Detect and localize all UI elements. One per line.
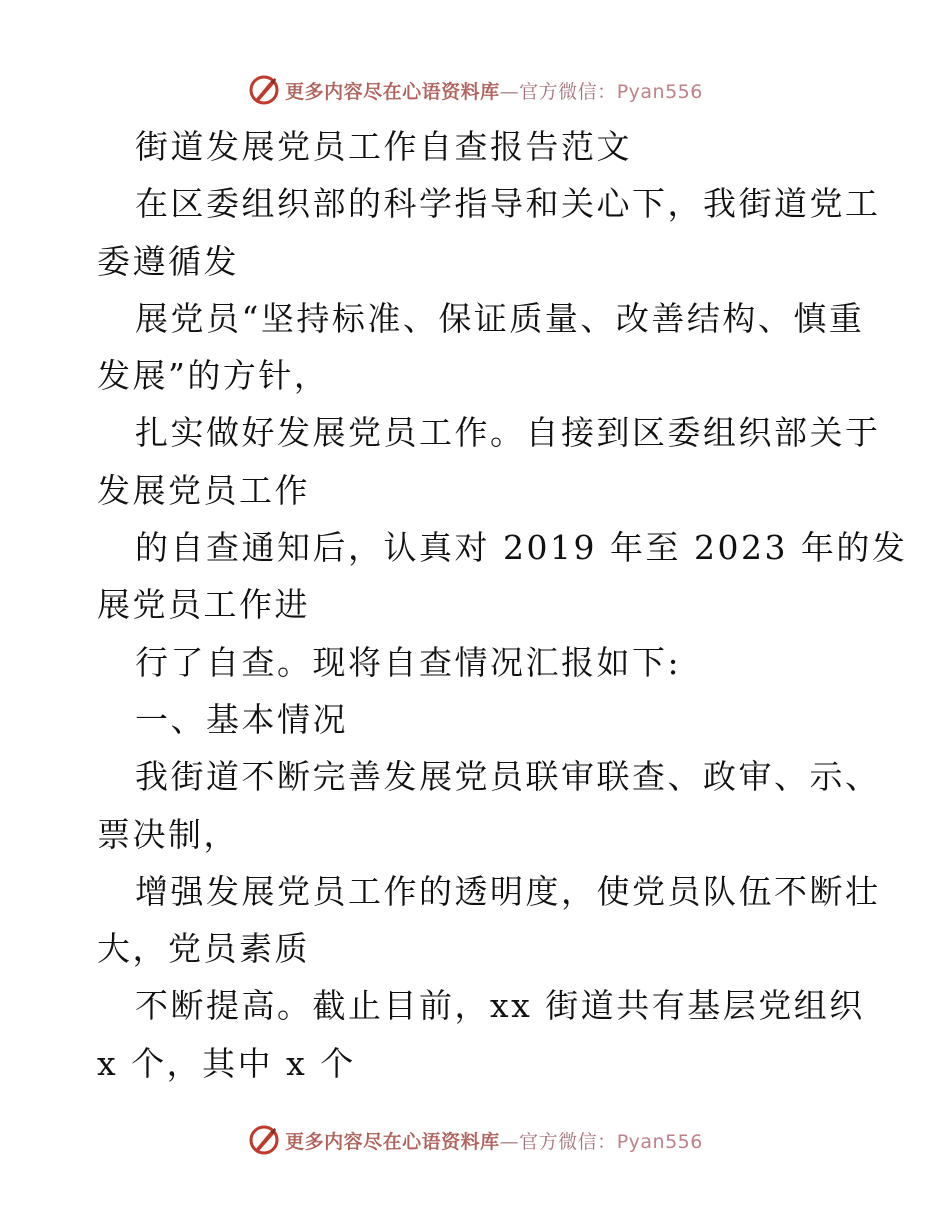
text-line: x 个，其中 x 个 [97,1043,356,1083]
document-title: 街道发展党员工作自查报告范文 [135,127,632,166]
text-line: 票决制， [97,814,239,854]
document-body [97,118,908,1092]
watermark-wechat-id: Pyan556 [616,1130,703,1153]
quill-pen-logo-icon [247,73,281,107]
text-line: 的自查通知后，认真对 2019 年至 2023 年的发 [135,528,908,568]
text-line: 在区委组织部的科学指导和关心下，我街道党工 [135,184,881,224]
watermark-separator: — [499,80,520,103]
footer-watermark-banner [0,1120,950,1160]
header-watermark-banner [0,70,950,110]
text-line: 展党员工作进 [97,585,310,625]
text-line: 行了自查。现将自查情况汇报如下: [135,642,682,682]
watermark-wechat-label: 官方微信： [519,80,617,103]
text-line: 扎实做好发展党员工作。自接到区委组织部关于 [135,413,881,453]
text-line: 不断提高。截止目前，xx 街道共有基层党组织 [135,986,865,1026]
quill-pen-logo-icon [247,1123,281,1157]
watermark-wechat-id: Pyan556 [616,80,703,103]
text-line: 委遵循发 [97,241,239,281]
watermark-main-text: 更多内容尽在心语资料库 [285,80,500,103]
text-line: 发展”的方针， [97,356,330,396]
watermark-text [285,77,703,104]
text-line: 发展党员工作 [97,470,310,510]
text-line: 大，党员素质 [97,929,310,969]
text-line: 增强发展党员工作的透明度，使党员队伍不断壮 [135,871,881,911]
watermark-text [285,1127,703,1154]
watermark-separator: — [499,1130,520,1153]
section-heading: 一、基本情况 [135,699,348,739]
text-line: 展党员“坚持标准、保证质量、改善结构、慎重 [135,298,865,338]
watermark-main-text: 更多内容尽在心语资料库 [285,1130,500,1153]
text-line: 我街道不断完善发展党员联审联查、政审、示、 [135,757,881,797]
watermark-wechat-label: 官方微信： [519,1130,617,1153]
